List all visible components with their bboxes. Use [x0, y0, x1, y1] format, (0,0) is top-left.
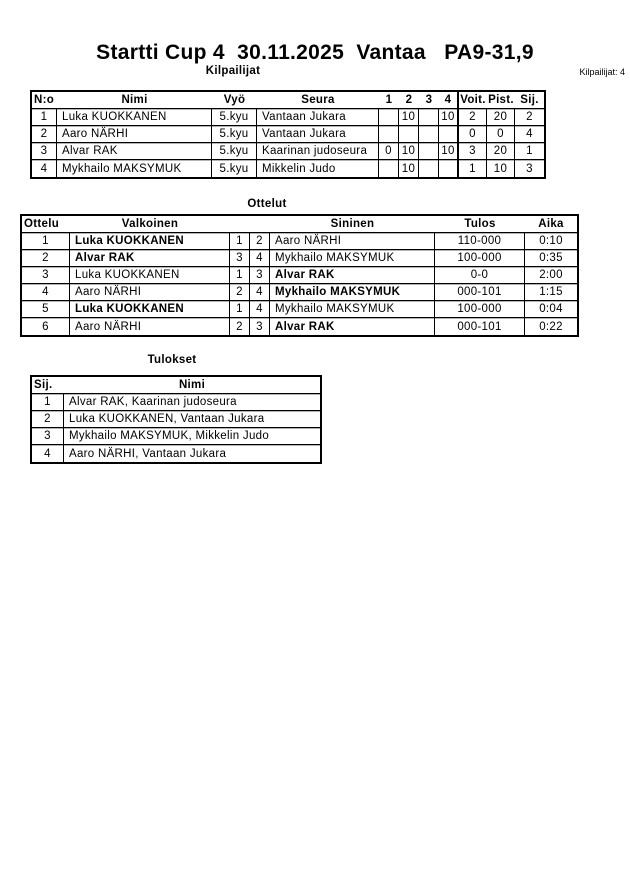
cell-time: 2:00	[525, 267, 577, 284]
cell-score-4	[439, 160, 459, 177]
cell-blue-name: Mykhailo MAKSYMUK	[270, 301, 435, 318]
cell-wins: 3	[459, 143, 487, 160]
cell-match-no: 3	[22, 267, 70, 284]
col-header-club: Seura	[257, 92, 379, 109]
page-title: Startti Cup 4 30.11.2025 Vantaa PA9-31,9	[96, 41, 534, 64]
cell-blue-no: 4	[250, 250, 270, 267]
col-header-belt: Vyö	[212, 92, 257, 109]
competitors-caption: Kilpailijat	[205, 65, 261, 77]
cell-blue-name: Mykhailo MAKSYMUK	[270, 250, 435, 267]
cell-match-no: 4	[22, 284, 70, 301]
cell-place: 3	[515, 160, 544, 177]
cell-white-name: Luka KUOKKANEN	[70, 233, 230, 250]
cell-score-3	[419, 109, 439, 126]
cell-white-no: 3	[230, 250, 250, 267]
cell-result: 000-101	[435, 318, 525, 335]
col-header-no: N:o	[32, 92, 57, 109]
col-header-4: 4	[439, 92, 459, 109]
cell-place: 1	[515, 143, 544, 160]
col-header-match: Ottelu	[22, 216, 70, 233]
cell-time: 0:22	[525, 318, 577, 335]
cell-match-no: 1	[22, 233, 70, 250]
cell-score-2: 10	[399, 109, 419, 126]
cell-name: Luka KUOKKANEN	[57, 109, 212, 126]
cell-score-2: 10	[399, 143, 419, 160]
cell-time: 0:04	[525, 301, 577, 318]
cell-score-1: 0	[379, 143, 399, 160]
cell-place: 2	[32, 411, 64, 428]
match-row	[22, 267, 577, 284]
cell-score-1	[379, 126, 399, 143]
cell-place: 4	[515, 126, 544, 143]
cell-score-3	[419, 126, 439, 143]
cell-name: Mykhailo MAKSYMUK, Mikkelin Judo	[64, 428, 320, 445]
cell-no: 4	[32, 160, 57, 177]
cell-belt: 5.kyu	[212, 109, 257, 126]
match-row	[22, 250, 577, 267]
cell-name: Alvar RAK	[57, 143, 212, 160]
cell-score-1	[379, 160, 399, 177]
cell-name: Aaro NÄRHI, Vantaan Jukara	[64, 445, 320, 462]
cell-points: 10	[487, 160, 515, 177]
cell-place: 3	[32, 428, 64, 445]
match-row	[22, 318, 577, 335]
cell-result: 0-0	[435, 267, 525, 284]
cell-score-2: 10	[399, 160, 419, 177]
col-header-wins: Voit.	[459, 92, 487, 109]
cell-white-name: Luka KUOKKANEN	[70, 301, 230, 318]
cell-white-no: 1	[230, 301, 250, 318]
col-header-points: Pist.	[487, 92, 515, 109]
cell-belt: 5.kyu	[212, 160, 257, 177]
results-header-row	[32, 377, 320, 394]
cell-name: Alvar RAK, Kaarinan judoseura	[64, 394, 320, 411]
cell-score-3	[419, 143, 439, 160]
cell-belt: 5.kyu	[212, 126, 257, 143]
cell-score-4: 10	[439, 143, 459, 160]
competitor-row	[32, 109, 544, 126]
results-table	[30, 375, 322, 464]
cell-blue-name: Aaro NÄRHI	[270, 233, 435, 250]
cell-match-no: 5	[22, 301, 70, 318]
cell-result: 000-101	[435, 284, 525, 301]
cell-no: 1	[32, 109, 57, 126]
cell-result: 100-000	[435, 301, 525, 318]
match-row	[22, 301, 577, 318]
result-row	[32, 411, 320, 428]
matches-caption: Ottelut	[247, 198, 287, 210]
cell-wins: 2	[459, 109, 487, 126]
cell-score-2	[399, 126, 419, 143]
cell-white-no: 2	[230, 318, 250, 335]
cell-white-no: 2	[230, 284, 250, 301]
cell-white-name: Alvar RAK	[70, 250, 230, 267]
cell-no: 3	[32, 143, 57, 160]
cell-blue-no: 3	[250, 318, 270, 335]
cell-blue-name: Alvar RAK	[270, 267, 435, 284]
cell-white-name: Luka KUOKKANEN	[70, 267, 230, 284]
col-header-place: Sij.	[515, 92, 544, 109]
match-row	[22, 284, 577, 301]
cell-score-4: 10	[439, 109, 459, 126]
col-header-place: Sij.	[32, 377, 64, 394]
cell-white-name: Aaro NÄRHI	[70, 318, 230, 335]
cell-match-no: 2	[22, 250, 70, 267]
result-row	[32, 394, 320, 411]
cell-time: 1:15	[525, 284, 577, 301]
competitor-row	[32, 126, 544, 143]
col-header-blue-no	[250, 216, 270, 233]
col-header-result: Tulos	[435, 216, 525, 233]
cell-white-no: 1	[230, 267, 250, 284]
competitor-row	[32, 143, 544, 160]
cell-score-1	[379, 109, 399, 126]
cell-points: 20	[487, 143, 515, 160]
competitors-header-row	[32, 92, 544, 109]
col-header-3: 3	[419, 92, 439, 109]
cell-club: Mikkelin Judo	[257, 160, 379, 177]
col-header-blue: Sininen	[270, 216, 435, 233]
col-header-name: Nimi	[64, 377, 320, 394]
cell-wins: 1	[459, 160, 487, 177]
cell-score-3	[419, 160, 439, 177]
cell-place: 2	[515, 109, 544, 126]
cell-blue-no: 3	[250, 267, 270, 284]
cell-white-name: Aaro NÄRHI	[70, 284, 230, 301]
cell-result: 110-000	[435, 233, 525, 250]
match-row	[22, 233, 577, 250]
cell-time: 0:35	[525, 250, 577, 267]
result-row	[32, 428, 320, 445]
cell-match-no: 6	[22, 318, 70, 335]
cell-belt: 5.kyu	[212, 143, 257, 160]
cell-result: 100-000	[435, 250, 525, 267]
cell-time: 0:10	[525, 233, 577, 250]
result-row	[32, 445, 320, 462]
matches-header-row	[22, 216, 577, 233]
cell-club: Kaarinan judoseura	[257, 143, 379, 160]
cell-club: Vantaan Jukara	[257, 109, 379, 126]
cell-blue-name: Alvar RAK	[270, 318, 435, 335]
col-header-name: Nimi	[57, 92, 212, 109]
col-header-1: 1	[379, 92, 399, 109]
cell-blue-name: Mykhailo MAKSYMUK	[270, 284, 435, 301]
cell-blue-no: 4	[250, 284, 270, 301]
cell-place: 1	[32, 394, 64, 411]
cell-name: Luka KUOKKANEN, Vantaan Jukara	[64, 411, 320, 428]
cell-blue-no: 4	[250, 301, 270, 318]
col-header-2: 2	[399, 92, 419, 109]
cell-no: 2	[32, 126, 57, 143]
cell-name: Mykhailo MAKSYMUK	[57, 160, 212, 177]
col-header-white-no	[230, 216, 250, 233]
competitor-row	[32, 160, 544, 177]
cell-white-no: 1	[230, 233, 250, 250]
col-header-time: Aika	[525, 216, 577, 233]
cell-points: 0	[487, 126, 515, 143]
cell-blue-no: 2	[250, 233, 270, 250]
cell-place: 4	[32, 445, 64, 462]
matches-table	[20, 214, 579, 337]
competitors-count: Kilpailijat: 4	[579, 67, 625, 77]
cell-wins: 0	[459, 126, 487, 143]
cell-score-4	[439, 126, 459, 143]
competitors-table	[30, 90, 546, 179]
cell-club: Vantaan Jukara	[257, 126, 379, 143]
cell-name: Aaro NÄRHI	[57, 126, 212, 143]
col-header-white: Valkoinen	[70, 216, 230, 233]
results-caption: Tulokset	[147, 354, 197, 366]
cell-points: 20	[487, 109, 515, 126]
